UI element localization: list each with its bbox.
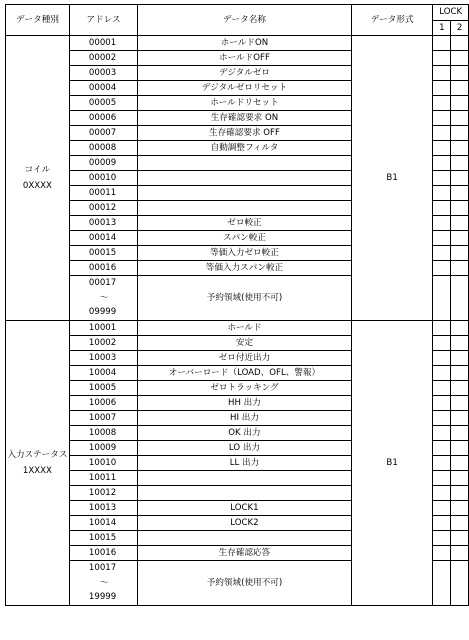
data-type-label: コイル <box>24 164 51 175</box>
data-name-cell: ホールドON <box>138 36 352 51</box>
data-name-cell <box>138 171 352 186</box>
address-cell: ～ <box>69 291 137 306</box>
lock-2-cell <box>451 396 469 411</box>
data-name-cell: ホールドOFF <box>138 51 352 66</box>
lock-2-cell <box>451 486 469 501</box>
data-name-cell: 自動調整フィルタ <box>138 141 352 156</box>
address-cell: 10016 <box>69 546 137 561</box>
lock-2-cell <box>451 591 469 606</box>
address-cell: 10017 <box>69 561 137 576</box>
data-name-cell: ゼロ付近出力 <box>138 351 352 366</box>
data-name-cell <box>138 486 352 501</box>
header-data-format: データ形式 <box>351 5 433 36</box>
lock-1-cell <box>433 171 451 186</box>
address-cell: 10014 <box>69 516 137 531</box>
lock-2-cell <box>451 576 469 591</box>
lock-2-cell <box>451 81 469 96</box>
lock-1-cell <box>433 126 451 141</box>
lock-2-cell <box>451 516 469 531</box>
address-cell: 10006 <box>69 396 137 411</box>
reserved-area-cell: 予約領域(使用不可) <box>138 276 352 321</box>
data-name-cell: 生存確認応答 <box>138 546 352 561</box>
address-cell: 10007 <box>69 411 137 426</box>
address-cell: 00008 <box>69 141 137 156</box>
data-name-cell: デジタルゼロ <box>138 66 352 81</box>
address-cell: 10005 <box>69 381 137 396</box>
data-name-cell: ゼロトラッキング <box>138 381 352 396</box>
address-cell: 00014 <box>69 231 137 246</box>
lock-1-cell <box>433 336 451 351</box>
lock-1-cell <box>433 426 451 441</box>
lock-2-cell <box>451 441 469 456</box>
address-cell: 00002 <box>69 51 137 66</box>
address-cell: 10009 <box>69 441 137 456</box>
lock-1-cell <box>433 501 451 516</box>
address-cell: 00003 <box>69 66 137 81</box>
lock-2-cell <box>451 471 469 486</box>
lock-1-cell <box>433 591 451 606</box>
lock-2-cell <box>451 231 469 246</box>
lock-1-cell <box>433 96 451 111</box>
data-name-cell: 生存確認要求 ON <box>138 111 352 126</box>
address-cell: 10011 <box>69 471 137 486</box>
lock-2-cell <box>451 261 469 276</box>
data-format-cell: B1 <box>351 321 433 606</box>
register-map-table <box>5 4 469 606</box>
header-lock-2: 2 <box>451 21 469 36</box>
address-cell: ～ <box>69 576 137 591</box>
data-name-cell: LL 出力 <box>138 456 352 471</box>
lock-1-cell <box>433 66 451 81</box>
address-cell: 10010 <box>69 456 137 471</box>
address-cell: 00011 <box>69 186 137 201</box>
lock-1-cell <box>433 396 451 411</box>
data-name-cell: LOCK1 <box>138 501 352 516</box>
lock-1-cell <box>433 321 451 336</box>
lock-2-cell <box>451 66 469 81</box>
lock-2-cell <box>451 111 469 126</box>
data-name-cell: LOCK2 <box>138 516 352 531</box>
lock-2-cell <box>451 171 469 186</box>
lock-1-cell <box>433 276 451 291</box>
lock-2-cell <box>451 321 469 336</box>
lock-1-cell <box>433 201 451 216</box>
data-type-range: 1XXXX <box>22 466 52 476</box>
address-cell: 00015 <box>69 246 137 261</box>
lock-1-cell <box>433 351 451 366</box>
lock-2-cell <box>451 201 469 216</box>
header-data-name: データ名称 <box>138 5 352 36</box>
lock-2-cell <box>451 306 469 321</box>
data-name-cell: HH 出力 <box>138 396 352 411</box>
lock-2-cell <box>451 501 469 516</box>
lock-2-cell <box>451 546 469 561</box>
address-cell: 19999 <box>69 591 137 606</box>
lock-2-cell <box>451 561 469 576</box>
lock-1-cell <box>433 471 451 486</box>
lock-1-cell <box>433 186 451 201</box>
lock-1-cell <box>433 456 451 471</box>
address-cell: 00006 <box>69 111 137 126</box>
data-name-cell: 等価入力スパン較正 <box>138 261 352 276</box>
address-cell: 00005 <box>69 96 137 111</box>
table-row <box>6 36 469 51</box>
lock-1-cell <box>433 231 451 246</box>
data-name-cell: OK 出力 <box>138 426 352 441</box>
address-cell: 09999 <box>69 306 137 321</box>
reserved-area-cell: 予約領域(使用不可) <box>138 561 352 606</box>
lock-1-cell <box>433 111 451 126</box>
lock-1-cell <box>433 141 451 156</box>
lock-1-cell <box>433 546 451 561</box>
lock-2-cell <box>451 141 469 156</box>
lock-2-cell <box>451 126 469 141</box>
address-cell: 00004 <box>69 81 137 96</box>
address-cell: 00013 <box>69 216 137 231</box>
data-type-cell <box>6 321 70 606</box>
lock-1-cell <box>433 381 451 396</box>
address-cell: 10013 <box>69 501 137 516</box>
data-type-range: 0XXXX <box>22 181 52 191</box>
address-cell: 00007 <box>69 126 137 141</box>
data-type-label: 入力ステータス <box>7 449 68 460</box>
lock-1-cell <box>433 261 451 276</box>
lock-1-cell <box>433 411 451 426</box>
data-name-cell <box>138 531 352 546</box>
data-name-cell <box>138 186 352 201</box>
address-cell: 00001 <box>69 36 137 51</box>
data-name-cell: オーバーロード（LOAD、OFL、警報） <box>138 366 352 381</box>
lock-2-cell <box>451 291 469 306</box>
data-name-cell: ホールドリセット <box>138 96 352 111</box>
address-cell: 10003 <box>69 351 137 366</box>
data-name-cell <box>138 471 352 486</box>
lock-2-cell <box>451 276 469 291</box>
address-cell: 10002 <box>69 336 137 351</box>
lock-2-cell <box>451 51 469 66</box>
data-name-cell: ゼロ較正 <box>138 216 352 231</box>
header-data-type: データ種別 <box>6 5 70 36</box>
address-cell: 00010 <box>69 171 137 186</box>
header-lock-1: 1 <box>433 21 451 36</box>
lock-1-cell <box>433 366 451 381</box>
lock-2-cell <box>451 411 469 426</box>
lock-1-cell <box>433 246 451 261</box>
lock-2-cell <box>451 336 469 351</box>
lock-1-cell <box>433 216 451 231</box>
lock-2-cell <box>451 381 469 396</box>
lock-2-cell <box>451 456 469 471</box>
lock-1-cell <box>433 306 451 321</box>
header-lock: LOCK <box>433 5 469 21</box>
address-cell: 10015 <box>69 531 137 546</box>
data-name-cell: 安定 <box>138 336 352 351</box>
lock-1-cell <box>433 516 451 531</box>
table-body <box>6 36 469 606</box>
lock-2-cell <box>451 186 469 201</box>
data-name-cell: LO 出力 <box>138 441 352 456</box>
lock-1-cell <box>433 156 451 171</box>
data-name-cell <box>138 201 352 216</box>
data-name-cell: ホールド <box>138 321 352 336</box>
lock-2-cell <box>451 246 469 261</box>
header-address: アドレス <box>69 5 137 36</box>
address-cell: 00016 <box>69 261 137 276</box>
lock-1-cell <box>433 441 451 456</box>
lock-2-cell <box>451 96 469 111</box>
data-name-cell: 等価入力ゼロ較正 <box>138 246 352 261</box>
lock-1-cell <box>433 576 451 591</box>
lock-2-cell <box>451 156 469 171</box>
data-type-cell <box>6 36 70 321</box>
data-name-cell <box>138 156 352 171</box>
lock-2-cell <box>451 351 469 366</box>
lock-2-cell <box>451 36 469 51</box>
lock-1-cell <box>433 36 451 51</box>
address-cell: 00009 <box>69 156 137 171</box>
lock-1-cell <box>433 561 451 576</box>
data-name-cell: HI 出力 <box>138 411 352 426</box>
lock-1-cell <box>433 531 451 546</box>
data-name-cell: デジタルゼロリセット <box>138 81 352 96</box>
lock-2-cell <box>451 426 469 441</box>
lock-1-cell <box>433 486 451 501</box>
address-cell: 00017 <box>69 276 137 291</box>
table-row <box>6 321 469 336</box>
address-cell: 10008 <box>69 426 137 441</box>
data-name-cell: 生存確認要求 OFF <box>138 126 352 141</box>
lock-1-cell <box>433 81 451 96</box>
lock-1-cell <box>433 291 451 306</box>
lock-2-cell <box>451 366 469 381</box>
lock-2-cell <box>451 531 469 546</box>
lock-2-cell <box>451 216 469 231</box>
address-cell: 10004 <box>69 366 137 381</box>
data-name-cell: スパン較正 <box>138 231 352 246</box>
lock-1-cell <box>433 51 451 66</box>
data-format-cell: B1 <box>351 36 433 321</box>
address-cell: 10001 <box>69 321 137 336</box>
address-cell: 00012 <box>69 201 137 216</box>
address-cell: 10012 <box>69 486 137 501</box>
